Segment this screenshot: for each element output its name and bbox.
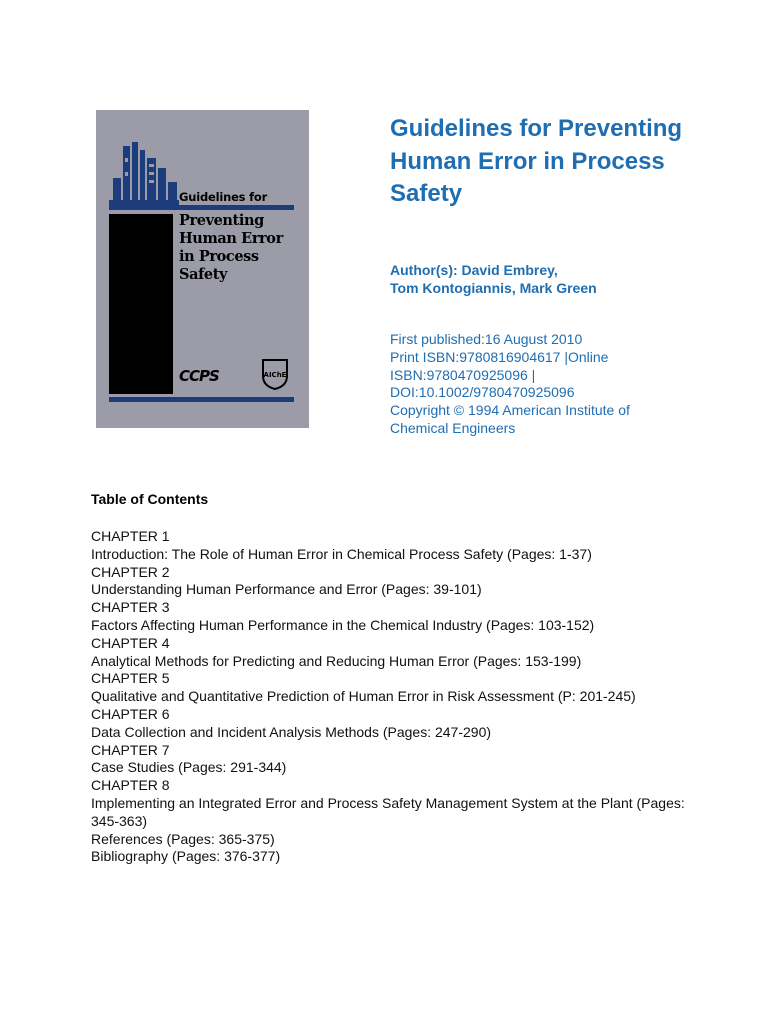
toc-entry-references: References (Pages: 365-375)	[91, 830, 275, 847]
toc-entry: Qualitative and Quantitative Prediction of Human Error in Risk Assessment (P: 201-245)	[91, 688, 636, 705]
toc-chapter-label: CHAPTER 8	[91, 777, 170, 794]
doi: DOI:10.1002/9780470925096	[390, 384, 575, 401]
toc-entry-bibliography: Bibliography (Pages: 376-377)	[91, 848, 281, 865]
first-published: First published:16 August 2010	[390, 331, 583, 347]
toc-entry: Analytical Methods for Predicting and Reducing Human Error (Pages: 153-199)	[91, 652, 582, 669]
cover-rule-top	[109, 205, 294, 210]
svg-text:AIChE: AIChE	[263, 371, 287, 379]
aiche-logo-icon	[261, 358, 289, 390]
toc-entry: Understanding Human Performance and Error (Pages: 39-101)	[91, 581, 482, 598]
cover-title: Preventing Human Error in Process Safety	[179, 212, 283, 283]
toc-chapter-label: CHAPTER 1	[91, 528, 170, 544]
cover-series-label: Guidelines for	[179, 190, 268, 204]
toc-chapter-label: CHAPTER 2	[91, 563, 170, 580]
table-of-contents	[91, 528, 711, 866]
isbn-line-1: Print ISBN:9780816904617 |Online	[390, 348, 609, 365]
toc-chapter-label: CHAPTER 3	[91, 599, 170, 616]
toc-heading: Table of Contents	[91, 491, 209, 507]
toc-entry: Implementing an Integrated Error and Process Safety Management System at the Plant (Pages: 345-363)	[91, 794, 685, 829]
toc-entry: Factors Affecting Human Performance in the Chemical Industry (Pages: 103-152)	[91, 616, 595, 633]
toc-entry: Introduction: The Role of Human Error in Chemical Process Safety (Pages: 1-37)	[91, 545, 592, 562]
toc-chapter-label: CHAPTER 6	[91, 705, 170, 722]
book-title: Guidelines for Preventing Human Error in Process Safety	[390, 115, 683, 207]
isbn-line-2: ISBN:9780470925096 |	[390, 366, 536, 383]
toc-chapter-label: CHAPTER 5	[91, 670, 170, 687]
copyright-line-2: Chemical Engineers	[390, 419, 516, 436]
cover-black-panel	[109, 214, 173, 394]
copyright-line-1: Copyright © 1994 American Institute of	[390, 402, 630, 419]
ccps-logo: CCPS	[179, 367, 219, 385]
cover-rule-bottom	[109, 397, 294, 402]
refinery-skyline-icon	[109, 138, 179, 206]
book-cover-image	[96, 110, 309, 428]
toc-chapter-label: CHAPTER 7	[91, 741, 170, 758]
publication-info	[390, 331, 690, 438]
toc-chapter-label: CHAPTER 4	[91, 634, 170, 651]
book-authors: Author(s): David Embrey, Tom Kontogiannis, Mark Green	[390, 262, 597, 296]
toc-entry: Data Collection and Incident Analysis Methods (Pages: 247-290)	[91, 723, 492, 740]
toc-entry: Case Studies (Pages: 291-344)	[91, 759, 287, 776]
